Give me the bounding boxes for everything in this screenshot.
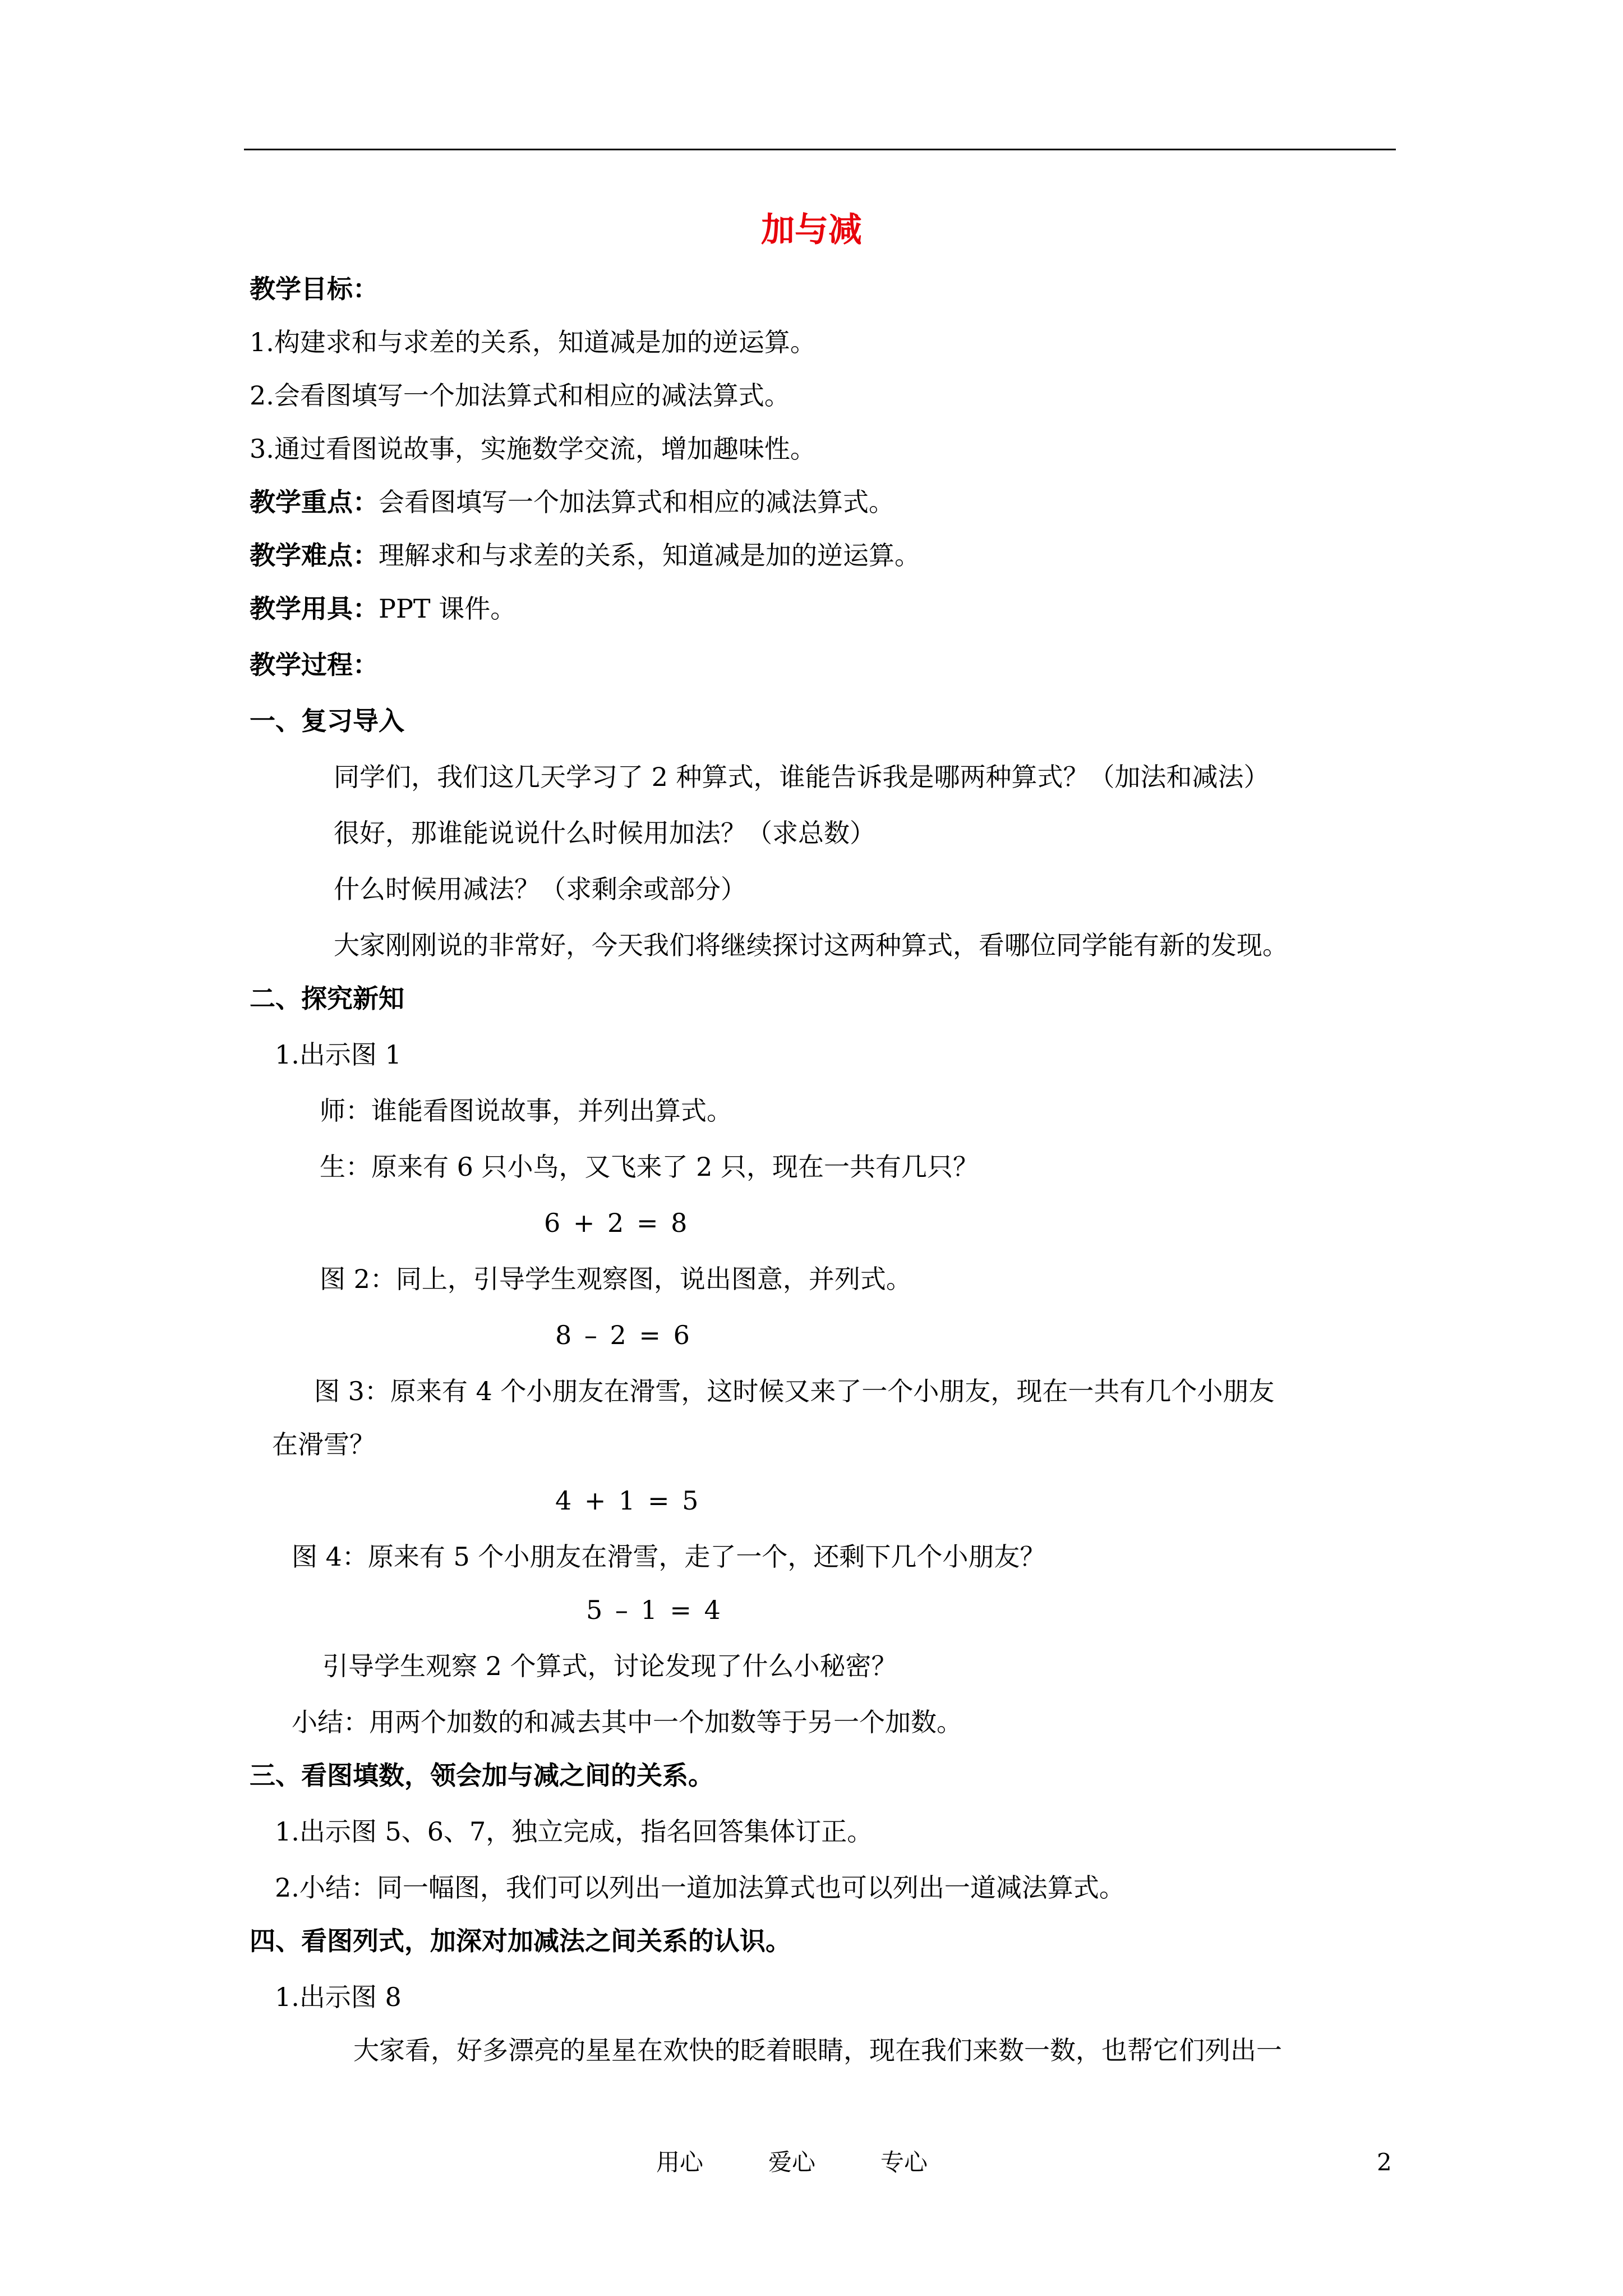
section4-heading: 四、看图列式，加深对加减法之间关系的认识。 [250,1926,791,1956]
section2-fig2: 图 2：同上，引导学生观察图，说出图意，并列式。 [320,1264,912,1294]
section1-line-2: 很好，那谁能说说什么时候用加法？（求总数） [334,818,875,848]
objectives-heading: 教学目标： [250,274,379,304]
section2-fig3-line-2: 在滑雪？ [272,1429,375,1460]
equation-3: 4 + 1 = 5 [555,1485,701,1516]
section2-item-1: 1.出示图 1 [275,1039,402,1070]
section2-student: 生：原来有 6 只小鸟，又飞来了 2 只，现在一共有几只？ [320,1152,979,1182]
tools [250,589,516,628]
section2-teacher: 师：谁能看图说故事，并列出算式。 [320,1096,732,1126]
header-rule [244,149,1396,150]
objective-2: 2.会看图填写一个加法算式和相应的减法算式。 [250,380,790,411]
section1-line-1: 同学们，我们这几天学习了 2 种算式，谁能告诉我是哪两种算式？（加法和减法） [334,762,1270,792]
section2-fig4: 图 4：原来有 5 个小朋友在滑雪，走了一个，还剩下几个小朋友？ [292,1542,1046,1572]
objective-3: 3.通过看图说故事，实施数学交流，增加趣味性。 [250,434,816,464]
section1-line-4: 大家刚刚说的非常好，今天我们将继续探讨这两种算式，看哪位同学能有新的发现。 [334,930,1288,960]
footer-word-2: 爱心 [768,2148,816,2176]
section3-item-2: 2.小结：同一幅图，我们可以列出一道加法算式也可以列出一道减法算式。 [275,1872,1125,1903]
key-point [250,482,895,522]
key-point-text: 会看图填写一个加法算式和相应的减法算式。 [379,487,895,517]
equation-4: 5 – 1 = 4 [586,1595,723,1625]
footer-word-1: 用心 [656,2148,704,2176]
equation-2: 8 – 2 = 6 [555,1320,692,1350]
difficulty-label: 教学难点： [250,540,379,570]
section2-fig3-line-1: 图 3：原来有 4 个小朋友在滑雪，这时候又来了一个小朋友，现在一共有几个小朋友 [314,1376,1275,1406]
section2-guide: 引导学生观察 2 个算式，讨论发现了什么小秘密？ [322,1651,897,1681]
page-number: 2 [1377,2148,1392,2176]
footer-word-3: 专心 [880,2148,928,2176]
key-point-label: 教学重点： [250,487,379,517]
section3-item-1: 1.出示图 5、6、7，独立完成，指名回答集体订正。 [275,1816,873,1847]
section2-summary: 小结：用两个加数的和减去其中一个加数等于另一个加数。 [292,1707,962,1737]
difficulty-text: 理解求和与求差的关系，知道减是加的逆运算。 [379,540,920,570]
tools-label: 教学用具： [250,593,379,624]
objective-1: 1.构建求和与求差的关系，知道减是加的逆运算。 [250,327,816,357]
section1-line-3: 什么时候用减法？（求剩余或部分） [334,874,746,904]
section4-text: 大家看，好多漂亮的星星在欢快的眨着眼睛，现在我们来数一数，也帮它们列出一 [353,2035,1282,2065]
section3-heading: 三、看图填数，领会加与减之间的关系。 [250,1760,714,1791]
section4-item-1: 1.出示图 8 [275,1982,402,2012]
page-title: 加与减 [761,210,862,250]
process-heading: 教学过程： [250,650,379,680]
section2-heading: 二、探究新知 [250,983,404,1014]
section1-heading: 一、复习导入 [250,706,404,736]
tools-text: PPT 课件。 [379,593,517,624]
equation-1: 6 + 2 = 8 [544,1208,690,1238]
difficulty [250,536,920,575]
